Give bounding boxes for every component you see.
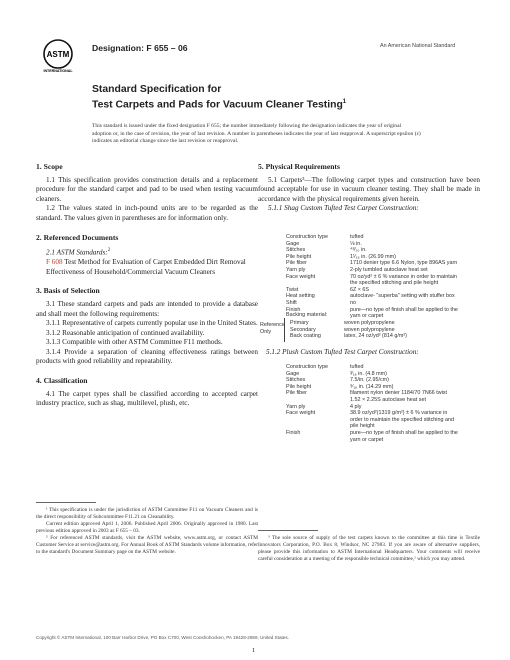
spec-value: tufted	[350, 234, 364, 240]
intro-note: This standard is issued under the fixed designation F 655; the number immediately following the designation indicates the year of original adoption or, in the case of revision, the year of last revision. A number in parentheses indicates the year of last reapproval. A superscript epsilon (ε) indicates an editorial change since the last revision or reapproval.	[92, 123, 421, 145]
spec-value: 1¹⁄₁₆ in. (26.99 mm)	[350, 253, 396, 260]
spec-key: Pile fiber	[286, 390, 307, 397]
astm-logo	[40, 38, 76, 74]
spec-row	[286, 410, 458, 430]
spec-row	[286, 377, 458, 384]
shag-spec-table	[286, 234, 458, 320]
spec-key: Face weight	[286, 273, 316, 280]
spec-value: pure—no type of finish shall be applied to the yarn or carpet	[350, 429, 458, 443]
section-3-heading: 3. Basis of Selection	[36, 286, 100, 296]
para-5-1-1: 5.1.1 Shag Custom Tufted Test Carpet Construction:	[268, 204, 419, 213]
spec-row	[286, 274, 458, 287]
spec-row	[286, 293, 458, 300]
spec-key: Shift	[286, 299, 297, 306]
section-5-heading: 5. Physical Requirements	[258, 162, 340, 171]
backing-label: Backing material:	[286, 312, 328, 318]
spec-value: ⁹⁄₁₆ in. (14.29 mm)	[350, 383, 394, 390]
spec-key: Gage	[286, 240, 300, 247]
spec-row	[286, 267, 458, 274]
reference-only-label: Reference Only	[260, 322, 285, 335]
spec-value: latex, 24 oz/yd² (814 g/m²)	[344, 333, 407, 340]
para-5-1: 5.1 Carpets³—The following carpet types and construction have been found acceptable for use in vacuum cleaner testing. They shall be made in accordance with the physical requirements given herein.	[258, 175, 480, 203]
spec-key: Secondary	[290, 326, 316, 333]
ref-f608-link[interactable]: F 608	[46, 258, 63, 267]
svg-text:ASTM: ASTM	[46, 50, 70, 59]
para-5-1-2: 5.1.2 Plush Custom Tufted Test Carpet Construction:	[266, 348, 419, 356]
left-footnotes	[36, 502, 258, 556]
spec-row	[286, 254, 458, 261]
spec-row	[286, 260, 458, 267]
spec-key: Finish	[286, 429, 301, 436]
national-standard-label: An American National Standard	[380, 43, 456, 49]
spec-key: Construction type	[286, 234, 328, 240]
spec-value: 1710 denier type 6.6 Nylon, type 896AS yarn	[350, 260, 458, 267]
spec-value: ³⁄₁₆ in. (4.8 mm)	[350, 370, 387, 377]
spec-value: 38.9 oz/yd²(1319 g/m²) ± 6 % variance in order to maintain the specified stitching and pile height	[350, 410, 454, 430]
spec-row	[290, 327, 452, 334]
svg-text:INTERNATIONAL: INTERNATIONAL	[43, 69, 73, 73]
spec-value: tufted	[350, 364, 364, 370]
spec-row	[290, 333, 452, 340]
spec-value: no	[350, 299, 356, 306]
section-4-heading: 4. Classification	[36, 376, 88, 386]
spec-row	[286, 384, 458, 391]
spec-row	[290, 320, 452, 327]
spec-value: 2-ply tumbled autoclave heat set	[350, 266, 428, 273]
copyright-notice: Copyright © ASTM International, 100 Barr Harbor Drive, PO Box C700, West Conshohocken, PA 19428-2959, United States.	[36, 635, 289, 640]
spec-key: Pile height	[286, 253, 312, 260]
spec-value: autoclave- "superba" setting with stuffer box	[350, 293, 455, 300]
para-2-1: 2.1 ASTM Standards:$^2$	[46, 248, 111, 257]
spec-row	[286, 247, 458, 254]
right-footnotes	[258, 530, 480, 563]
footnote-2: ² For referenced ASTM standards, visit the ASTM website, www.astm.org, or contact ASTM Customer Service at service@astm.org. For Annual Book of ASTM Standards volume information, refer to the standard's Document Summary page on the ASTM website.	[36, 535, 258, 555]
para-1-2: 1.2 The values stated in inch-pound units are to be regarded as the standard. The values given in parentheses are for information only.	[36, 204, 258, 222]
document-title	[92, 83, 346, 111]
spec-value: ⁴⁸⁄₁₀ in.	[350, 247, 367, 254]
spec-row	[286, 241, 458, 248]
spec-value: 70 oz/yd² ± 6 % variance in order to maintain the specified stitching and pile height	[350, 273, 457, 287]
spec-value: woven polypropylene	[344, 326, 395, 333]
spec-key: Pile height	[286, 383, 312, 390]
para-3-1-4: 3.1.4 Provide a separation of cleaning effectiveness ratings between products with good reliability and repeatability.	[36, 347, 258, 366]
footnote-1: ¹ This specification is under the jurisdiction of ASTM Committee F11 on Vacuum Cleaners and is the direct responsibility of Subcommittee F11.21 on Cleanability.	[36, 507, 258, 520]
right-column	[258, 162, 480, 214]
section-1-heading: 1. Scope	[36, 162, 63, 171]
spec-row	[286, 404, 458, 411]
spec-row	[286, 300, 458, 307]
para-3-1-2: 3.1.2 Reasonable anticipation of continued availability.	[46, 328, 205, 337]
spec-row	[286, 390, 458, 403]
spec-key: Back coating	[290, 333, 321, 340]
plush-spec-table	[286, 364, 458, 443]
spec-value: 7.5/in. (2.95/cm)	[350, 377, 389, 384]
spec-key: Finish	[286, 306, 301, 313]
para-3-1: 3.1 These standard carpets and pads are intended to provide a database and shall meet the following requirements:	[36, 299, 258, 318]
spec-key: Face weight	[286, 410, 316, 417]
spec-row	[286, 234, 458, 241]
spec-key: Yarn ply	[286, 266, 306, 273]
spec-key: Primary	[290, 320, 309, 326]
ref-f608: F 608 Test Method for Evaluation of Carpet Embedded Dirt Removal Effectiveness of Household/Commercial Vacuum Cleaners	[46, 258, 246, 276]
spec-value: woven polypropylene	[344, 320, 395, 326]
spec-row	[286, 287, 458, 294]
left-column	[36, 162, 258, 409]
designation: Designation: F 655 – 06	[92, 43, 188, 53]
spec-key: Stitches	[286, 247, 306, 254]
para-3-1-3: 3.1.3 Compatible with other ASTM Committee F11 methods.	[46, 338, 223, 347]
spec-value: ⅛ in.	[350, 240, 362, 247]
spec-key: Construction type	[286, 364, 328, 370]
spec-row	[286, 364, 458, 371]
footnote-3: ³ The sole source of supply of the test carpets known to the committee at this time is Textile Innovators Corporation, P.O. Box 8, Windsor, NC 27983. If you are aware of alternative suppliers, please provide this information to ASTM International Headquarters. Your comments will receive careful consideration at a meeting of the responsible technical committee,¹ which you may attend.	[258, 535, 480, 562]
spec-key: Gage	[286, 370, 300, 377]
footnote-1b: Current edition approved April 1, 2006. Published April 2006. Originally approved in 1980. Last previous edition approved in 2003 as F 655 – 03.	[36, 521, 258, 534]
spec-value: 6Z × 6S	[350, 286, 370, 293]
para-3-1-1: 3.1.1 Representative of carpets currently popular use in the United States.	[46, 319, 258, 328]
spec-key: Yarn ply	[286, 403, 306, 410]
title-line-2: Test Carpets and Pads for Vacuum Cleaner Testing$^1$	[92, 99, 347, 111]
page-number: 1	[252, 647, 256, 654]
para-4-1: 4.1 The carpet types shall be classified according to accepted carpet industry practice, such as shag, multilevel, plush, etc.	[36, 389, 258, 408]
section-2-heading: 2. Referenced Documents	[36, 232, 119, 242]
spec-key: Stitches	[286, 377, 306, 384]
spec-key: Heat setting	[286, 293, 315, 300]
backing-spec-table	[290, 320, 452, 340]
spec-value: pure—no type of finish shall be applied to the yarn or carpet	[350, 306, 458, 320]
spec-value: filament nylon denier 1184/70 7N66 twist 1.52 × 2.25S autoclave heat set	[350, 390, 447, 403]
spec-value: 4 ply	[350, 403, 362, 410]
spec-row	[286, 430, 458, 443]
spec-key: Pile fiber	[286, 260, 307, 267]
title-line-1: Standard Specification for	[92, 84, 222, 95]
para-1-1: 1.1 This specification provides construction details and a replacement procedure for the standard carpet and pad to be used when testing vacuum cleaners.	[36, 175, 258, 203]
spec-row	[286, 371, 458, 378]
spec-key: Twist	[286, 286, 299, 293]
